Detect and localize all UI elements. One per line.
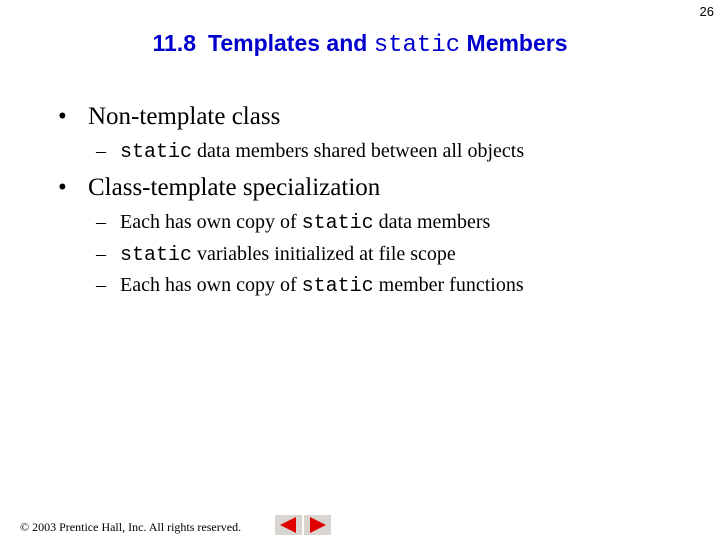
dash-marker: –	[96, 274, 106, 296]
dash-marker: –	[96, 211, 106, 233]
sub-text: data members	[373, 211, 491, 233]
copyright-symbol: ©	[20, 520, 30, 534]
code-text: static	[120, 244, 193, 267]
page-number: 26	[699, 4, 714, 19]
slide-title	[0, 30, 720, 59]
bullet-item	[58, 174, 380, 202]
sub-bullet-item	[96, 243, 456, 267]
code-text: static	[301, 212, 374, 235]
bullet-marker: •	[58, 174, 67, 201]
sub-text: Each has own copy of	[120, 274, 302, 296]
sub-bullet-item	[96, 140, 524, 164]
bullet-marker: •	[58, 103, 67, 130]
next-slide-button[interactable]	[304, 515, 331, 535]
title-text-before: Templates and	[207, 30, 374, 56]
sub-bullet-item	[96, 211, 490, 235]
code-text: static	[301, 275, 374, 298]
sub-text: data members shared between all objects	[192, 140, 525, 162]
sub-text: variables initialized at file scope	[192, 243, 456, 265]
copyright-text: 2003 Prentice Hall, Inc. All rights reserved.	[29, 520, 242, 534]
bullet-text: Non-template class	[88, 103, 281, 130]
sub-text: Each has own copy of	[120, 211, 302, 233]
sub-bullet-item	[96, 274, 524, 298]
bullet-item	[58, 103, 280, 131]
arrow-right-icon	[304, 515, 331, 535]
title-code: static	[373, 32, 461, 59]
dash-marker: –	[96, 140, 106, 162]
previous-slide-button[interactable]	[275, 515, 302, 535]
bullet-text: Class-template specialization	[88, 174, 381, 201]
title-text-after: Members	[460, 30, 568, 56]
sub-text: member functions	[373, 274, 524, 296]
code-text: static	[120, 141, 193, 164]
copyright-footer	[20, 520, 241, 535]
dash-marker: –	[96, 243, 106, 265]
arrow-left-icon	[275, 515, 302, 535]
title-number: 11.8	[152, 30, 196, 56]
